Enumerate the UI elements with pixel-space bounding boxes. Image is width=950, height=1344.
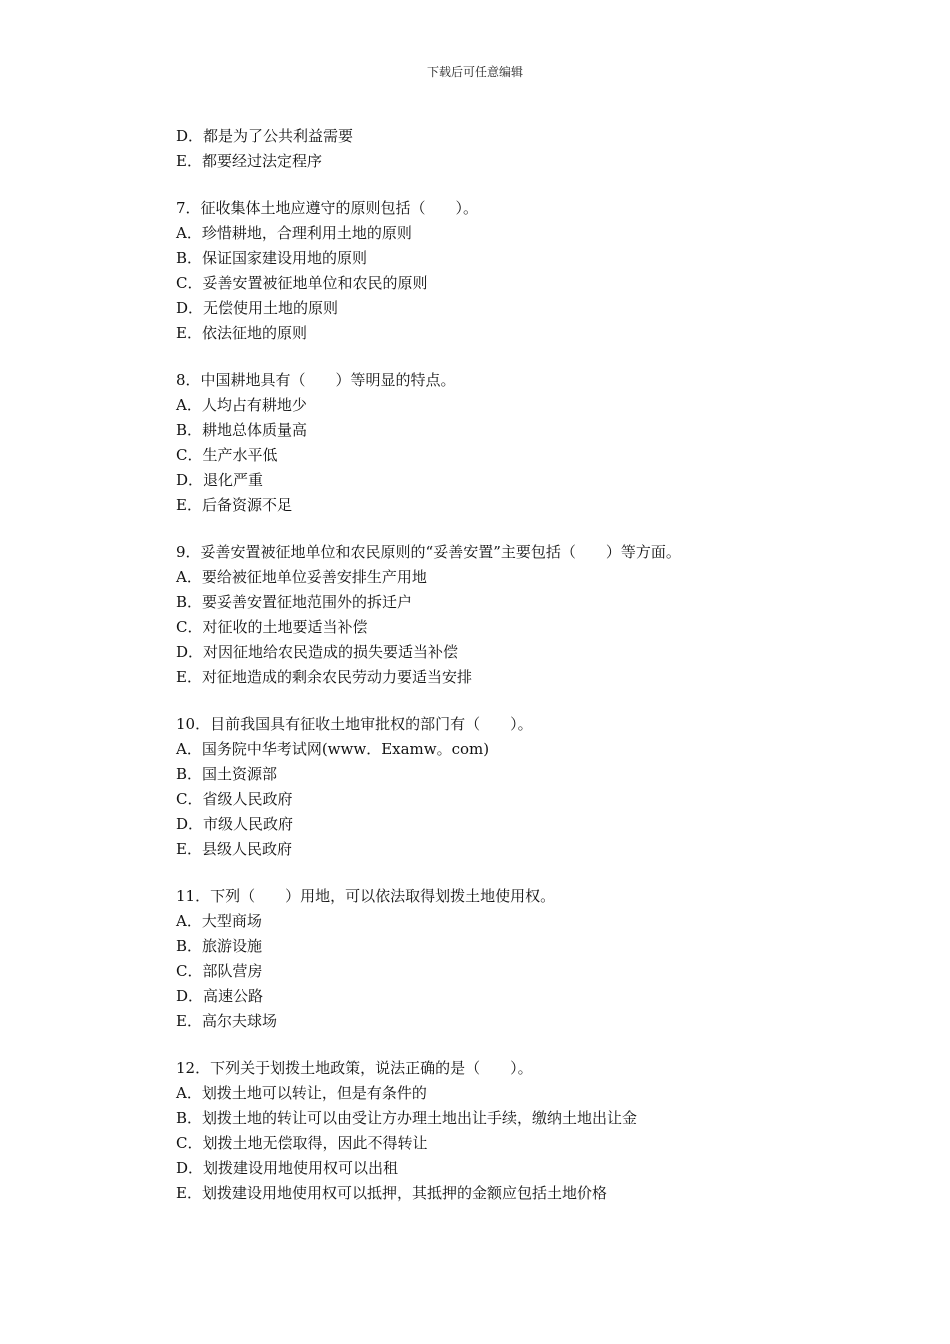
page-header: 下载后可任意编辑 bbox=[426, 65, 523, 79]
option-text: C．部队营房 bbox=[176, 962, 263, 980]
option-text: E．后备资源不足 bbox=[176, 496, 292, 514]
option-text: C．划拨土地无偿取得，因此不得转让 bbox=[176, 1134, 428, 1152]
option-text: A．人均占有耕地少 bbox=[176, 396, 307, 414]
option-text: B．保证国家建设用地的原则 bbox=[176, 249, 368, 267]
option-text: A．要给被征地单位妥善安排生产用地 bbox=[176, 568, 427, 586]
option-text: D．市级人民政府 bbox=[176, 815, 294, 833]
question-list bbox=[176, 124, 916, 1206]
option-text: D．高速公路 bbox=[176, 987, 264, 1005]
option-text: C．对征收的土地要适当补偿 bbox=[176, 618, 368, 636]
option-text: A．划拨土地可以转让，但是有条件的 bbox=[176, 1084, 427, 1102]
option-text: D．对因征地给农民造成的损失要适当补偿 bbox=[176, 643, 459, 661]
question-text: 7．征收集体土地应遵守的原则包括（ ）。 bbox=[176, 199, 479, 217]
question-text: 11．下列（ ）用地，可以依法取得划拨土地使用权。 bbox=[176, 887, 556, 905]
question-block bbox=[176, 368, 916, 518]
question-block bbox=[176, 1056, 916, 1206]
option-text: C．妥善安置被征地单位和农民的原则 bbox=[176, 274, 428, 292]
option-text: E．高尔夫球场 bbox=[176, 1012, 277, 1030]
question-text: 12．下列关于划拨土地政策，说法正确的是（ ）。 bbox=[176, 1059, 533, 1077]
option-text: D．无偿使用土地的原则 bbox=[176, 299, 339, 317]
option-text: E．都要经过法定程序 bbox=[176, 152, 322, 170]
question-block bbox=[176, 124, 916, 174]
option-text: E．依法征地的原则 bbox=[176, 324, 307, 342]
question-block bbox=[176, 712, 916, 862]
option-text: A．大型商场 bbox=[176, 912, 262, 930]
option-text: B．国土资源部 bbox=[176, 765, 278, 783]
option-text: C．生产水平低 bbox=[176, 446, 278, 464]
option-text: A．国务院中华考试网(www．Examw。com) bbox=[176, 740, 490, 758]
option-text: B．耕地总体质量高 bbox=[176, 421, 308, 439]
option-text: B．要妥善安置征地范围外的拆迁户 bbox=[176, 593, 413, 611]
question-text: 8．中国耕地具有（ ）等明显的特点。 bbox=[176, 371, 456, 389]
option-text: E．县级人民政府 bbox=[176, 840, 292, 858]
option-text: B．划拨土地的转让可以由受让方办理土地出让手续，缴纳土地出让金 bbox=[176, 1109, 638, 1127]
option-text: D．划拨建设用地使用权可以出租 bbox=[176, 1159, 399, 1177]
question-text: 10．目前我国具有征收土地审批权的部门有（ ）。 bbox=[176, 715, 533, 733]
option-text: B．旅游设施 bbox=[176, 937, 263, 955]
option-text: D．都是为了公共利益需要 bbox=[176, 127, 354, 145]
question-block bbox=[176, 196, 916, 346]
question-block bbox=[176, 540, 916, 690]
option-text: E．对征地造成的剩余农民劳动力要适当安排 bbox=[176, 668, 472, 686]
question-text: 9．妥善安置被征地单位和农民原则的“妥善安置”主要包括（ ）等方面。 bbox=[176, 543, 681, 561]
question-block bbox=[176, 884, 916, 1034]
option-text: D．退化严重 bbox=[176, 471, 264, 489]
option-text: A．珍惜耕地，合理利用土地的原则 bbox=[176, 224, 412, 242]
option-text: C．省级人民政府 bbox=[176, 790, 293, 808]
option-text: E．划拨建设用地使用权可以抵押，其抵押的金额应包括土地价格 bbox=[176, 1184, 607, 1202]
